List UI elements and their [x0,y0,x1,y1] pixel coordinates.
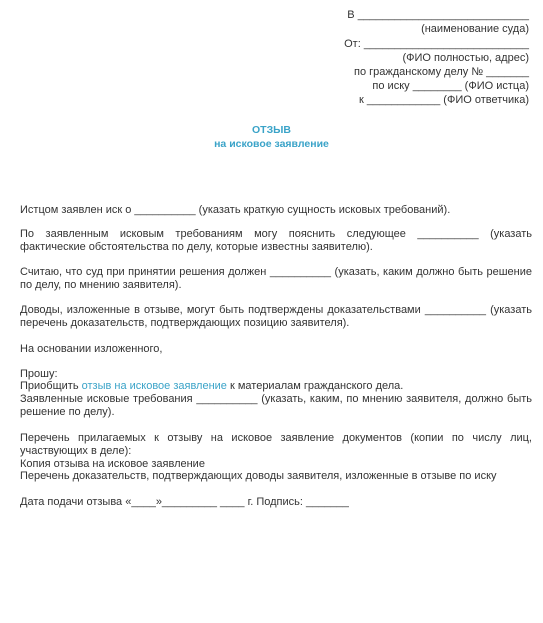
court-line: В ____________________________ [347,9,529,21]
paragraph-decision: Считаю, что суд при принятии решения должен __________ (указать, каким должно быть решение по делу, по мнению заявителя). [20,266,532,291]
request-item-attach-post: к материалам гражданского дела. [226,380,404,392]
document-subtitle: на исковое заявление [214,138,329,150]
plaintiff-line: по иску ________ (ФИО истца) [372,80,529,92]
case-number-line: по гражданскому делу № _______ [354,66,529,78]
paragraph-explanation: По заявленным исковым требованиям могу пояснить следующее __________ (указать фактические обстоятельства по делу, которые известны заявителю). [20,228,532,253]
from-caption: (ФИО полностью, адрес) [402,52,529,64]
from-line: От: ___________________________ [344,38,529,50]
attachments-intro: Перечень прилагаемых к отзыву на исковое заявление документов (копии по числу лиц, участвующих в деле): [20,432,532,457]
request-item-claims: Заявленные исковые требования __________ (указать, каким, по мнению заявителя, должно быть решение по делу). [20,393,532,418]
paragraph-evidence: Доводы, изложенные в отзыве, могут быть подтверждены доказательствами __________ (указать перечень доказательств, подтверждающих позицию заявителя). [20,304,532,329]
request-item-attach-pre: Приобщить [20,380,82,392]
paragraph-claim: Истцом заявлен иск о __________ (указать краткую сущность исковых требований). [20,204,451,216]
signature-line: Дата подачи отзыва «____»_________ ____ г. Подпись: _______ [20,496,349,508]
attachment-item-evidence: Перечень доказательств, подтверждающих доводы заявителя, изложенные в отзыве по иску [20,470,497,482]
request-label: Прошу: [20,368,58,380]
request-item-attach [20,380,532,393]
court-caption: (наименование суда) [421,23,529,35]
document-title: ОТЗЫВ [251,124,292,136]
review-link[interactable]: отзыв на исковое заявление [81,380,227,392]
defendant-line: к ____________ (ФИО ответчика) [358,94,529,106]
paragraph-basis: На основании изложенного, [20,343,163,355]
attachment-item-copy: Копия отзыва на исковое заявление [20,458,205,470]
